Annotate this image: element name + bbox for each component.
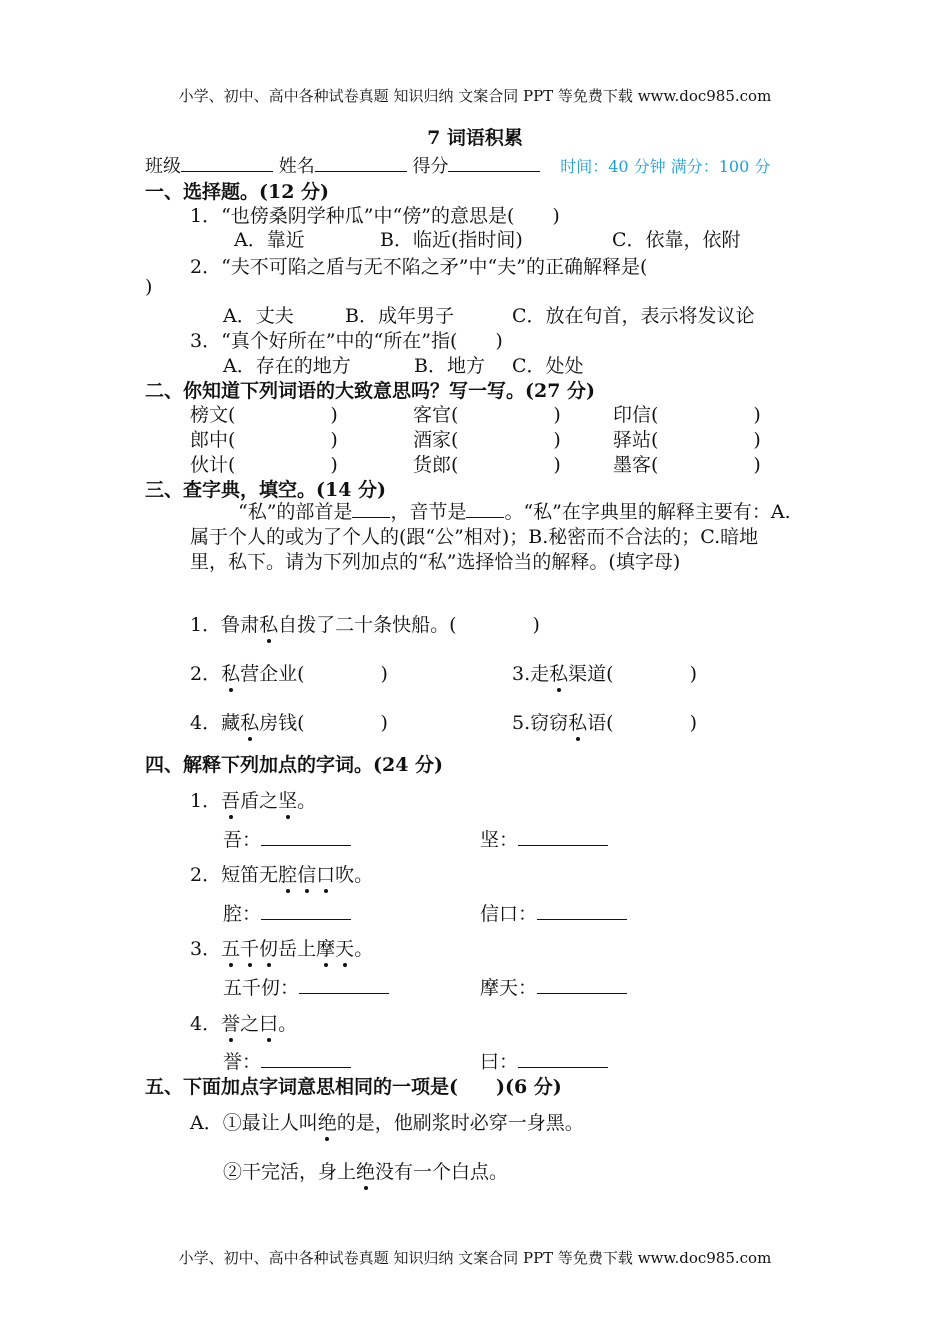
name-label: 姓名: [278, 156, 315, 177]
s4-q1-field-2: 坚：: [480, 825, 608, 852]
s2-word-2[interactable]: 客官( ): [413, 404, 561, 426]
s1-q3-option-a[interactable]: A．存在的地方: [223, 355, 351, 377]
answer-blank[interactable]: [518, 1053, 608, 1068]
s1-q1-option-a[interactable]: A．靠近: [234, 229, 305, 251]
s1-q1-option-c[interactable]: C．依靠，依附: [612, 229, 741, 251]
answer-blank[interactable]: [299, 979, 389, 994]
s3-item-2: 2．私营企业( ): [190, 659, 388, 686]
page-title: 7 词语积累: [427, 127, 523, 149]
s5-option-a-1[interactable]: A．①最让人叫绝的是，他刷浆时必穿一身黑。: [190, 1108, 584, 1135]
section-1-heading: 一、选择题。(12 分): [145, 181, 330, 203]
s1-q2-option-a[interactable]: A．丈夫: [223, 305, 294, 327]
section-5-heading: 五、下面加点字词意思相同的一项是( )(6 分): [145, 1076, 562, 1098]
s4-q3-field-2: 摩天：: [480, 973, 627, 1000]
s3-item-5: 5.窃窃私语( ): [512, 708, 697, 735]
name-field[interactable]: [315, 155, 407, 172]
page-header: 小学、初中、高中各种试卷真题 知识归纳 文案合同 PPT 等免费下载 www.doc985.com: [178, 87, 772, 105]
s3-item-4: 4．藏私房钱( ): [190, 708, 388, 735]
s4-q4-field-2: 曰：: [480, 1047, 608, 1074]
answer-blank[interactable]: [537, 979, 627, 994]
s1-question-3: 3．“真个好所在”中的“所在”指( ): [190, 330, 503, 352]
s1-q2-option-c[interactable]: C．放在句首，表示将发议论: [512, 305, 755, 327]
s2-word-6[interactable]: 驿站( ): [613, 429, 761, 451]
s4-question-1: 1．吾盾之坚。: [190, 786, 316, 813]
s1-question-1: 1．“也傍桑阴学种瓜”中“傍”的意思是( ): [190, 205, 560, 227]
student-info-line: [145, 152, 770, 178]
section-3-heading: 三、查字典，填空。(14 分): [145, 479, 387, 501]
answer-blank[interactable]: [537, 905, 627, 920]
s4-q1-field-1: 吾：: [223, 825, 351, 852]
s1-q3-option-b[interactable]: B．地方: [414, 355, 485, 377]
time-score-info: 时间：40 分钟 满分：100 分: [560, 157, 771, 176]
s4-q3-field-1: 五千仞：: [223, 973, 389, 1000]
score-label: 得分: [412, 156, 449, 177]
class-field[interactable]: [181, 155, 273, 172]
radical-blank[interactable]: [352, 503, 390, 518]
s1-question-2-close: ): [145, 276, 153, 298]
s1-q2-option-b[interactable]: B．成年男子: [345, 305, 454, 327]
score-field[interactable]: [448, 155, 540, 172]
s4-question-2: 2．短笛无腔信口吹。: [190, 860, 373, 887]
s4-q2-field-1: 腔：: [223, 899, 351, 926]
s3-paragraph: “私”的部首是 ，音节是 。“私”在字典里的解释主要有：A.属于个人的或为了个人的(跟“公”相对)；B.秘密而不合法的；C.暗地里，私下。请为下列加点的“私”选择恰当的解释。(填字母): [190, 501, 791, 573]
answer-blank[interactable]: [518, 831, 608, 846]
s2-word-3[interactable]: 印信( ): [613, 404, 761, 426]
section-4-heading: 四、解释下列加点的字词。(24 分): [145, 754, 444, 776]
s2-word-8[interactable]: 货郎( ): [413, 454, 561, 476]
s4-q4-field-1: 誉：: [223, 1047, 351, 1074]
s2-word-5[interactable]: 酒家( ): [413, 429, 561, 451]
s4-question-4: 4．誉之曰。: [190, 1009, 297, 1036]
answer-blank[interactable]: [261, 905, 351, 920]
syllable-blank[interactable]: [466, 503, 504, 518]
s5-option-a-2: ②干完活，身上绝没有一个白点。: [223, 1157, 508, 1184]
answer-blank[interactable]: [261, 831, 351, 846]
s3-item-1: 1．鲁肃私自拨了二十条快船。( ): [190, 610, 540, 637]
s4-question-3: 3．五千仞岳上摩天。: [190, 934, 373, 961]
s1-q1-option-b[interactable]: B．临近(指时间): [380, 229, 523, 251]
s1-question-2: 2．“夫不可陷之盾与无不陷之矛”中“夫”的正确解释是(: [190, 256, 648, 278]
s2-word-7[interactable]: 伙计( ): [190, 454, 338, 476]
s2-word-9[interactable]: 墨客( ): [613, 454, 761, 476]
s1-q3-option-c[interactable]: C．处处: [512, 355, 584, 377]
s2-word-4[interactable]: 郎中( ): [190, 429, 338, 451]
class-label: 班级: [145, 156, 181, 177]
answer-blank[interactable]: [261, 1053, 351, 1068]
s4-q2-field-2: 信口：: [480, 899, 627, 926]
s3-item-3: 3.走私渠道( ): [512, 659, 697, 686]
page-footer: 小学、初中、高中各种试卷真题 知识归纳 文案合同 PPT 等免费下载 www.doc985.com: [178, 1249, 772, 1267]
section-2-heading: 二、你知道下列词语的大致意思吗？写一写。(27 分): [145, 380, 596, 402]
s2-word-1[interactable]: 榜文( ): [190, 404, 338, 426]
